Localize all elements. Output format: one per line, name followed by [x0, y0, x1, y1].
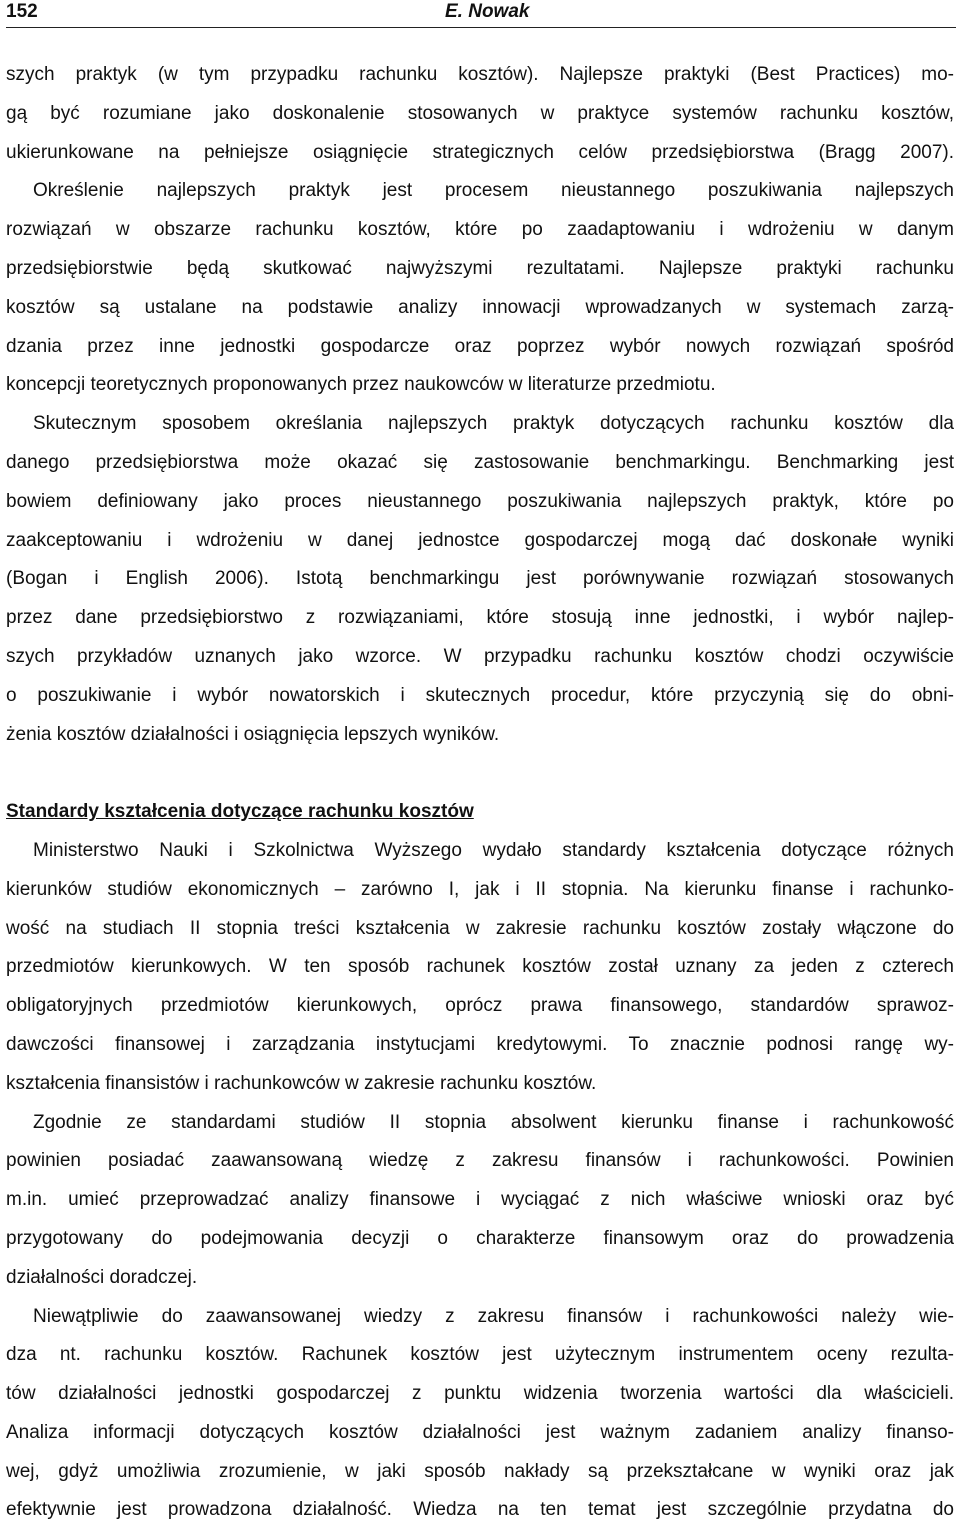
text-line: Określenie najlepszych praktyk jest procesem nieustannego poszukiwania najlepszych: [33, 180, 954, 202]
text-line: tów działalności jednostki gospodarczej z punktu widzenia tworzenia wartości dla właścicieli.: [6, 1383, 954, 1405]
text-line: o poszukiwanie i wybór nowatorskich i skutecznych procedur, które przyczynią się do obni-: [6, 684, 954, 706]
text-line: Zgodnie ze standardami studiów II stopnia absolwent kierunku finanse i rachunkowość: [33, 1111, 954, 1133]
text-line: wej, gdyż umożliwia zrozumienie, w jaki sposób nakłady są przekształcane w wyniki oraz jak: [6, 1460, 954, 1482]
text-line: m.in. umieć przeprowadzać analizy finansowe i wyciągać z nich właściwe wnioski oraz być: [6, 1189, 954, 1211]
page-body: [6, 56, 954, 1530]
text-line: przedmiotów kierunkowych. W ten sposób rachunek kosztów został uznany za jeden z czterech: [6, 956, 954, 978]
text-line: bowiem definiowany jako proces nieustannego poszukiwania najlepszych praktyk, które po: [6, 490, 954, 512]
section-heading-text: Standardy kształcenia dotyczące rachunku kosztów: [6, 801, 474, 823]
text-line: Analiza informacji dotyczących kosztów działalności jest ważnym zadaniem analizy finanso-: [6, 1421, 954, 1443]
text-line: szych przykładów uznanych jako wzorce. W przypadku rachunku kosztów chodzi oczywiście: [6, 645, 954, 667]
text-line: obligatoryjnych przedmiotów kierunkowych, oprócz prawa finansowego, standardów sprawoz-: [6, 995, 954, 1017]
page-header: [6, 0, 956, 30]
text-line: efektywnie jest prowadzona działalność. Wiedza na ten temat jest szczególnie przydatna do: [6, 1499, 954, 1521]
text-line: szych praktyk (w tym przypadku rachunku kosztów). Najlepsze praktyki (Best Practices) mo-: [6, 64, 954, 85]
text-line: przez dane przedsiębiorstwo z rozwiązaniami, które stosują inne jednostki, i wybór najlep-: [6, 607, 954, 629]
text-line: danego przedsiębiorstwa może okazać się zastosowanie benchmarkingu. Benchmarking jest: [6, 451, 954, 473]
text-line: żenia kosztów działalności i osiągnięcia lepszych wyników.: [6, 723, 500, 745]
text-line: powinien posiadać zaawansowaną wiedzę z zakresu finansów i rachunkowości. Powinien: [6, 1150, 954, 1172]
text-line: dawczości finansowej i zarządzania instytucjami kredytowymi. To znacznie podnosi rangę wy-: [6, 1033, 954, 1055]
header-rule: [6, 27, 956, 28]
text-line: wość na studiach II stopnia treści kształcenia w zakresie rachunku kosztów zostały włączone do: [6, 917, 954, 939]
text-line: kształcenia finansistów i rachunkowców w zakresie rachunku kosztów.: [6, 1072, 597, 1094]
text-line: gą być rozumiane jako doskonalenie stosowanych w praktyce systemów rachunku kosztów,: [6, 102, 954, 124]
text-line: Ministerstwo Nauki i Szkolnictwa Wyższego wydało standardy kształcenia dotyczące różnych: [33, 839, 954, 861]
text-line: ukierunkowane na pełniejsze osiągnięcie strategicznych celów przedsiębiorstwa (Bragg 2007).: [6, 141, 954, 163]
running-author: E. Nowak: [445, 1, 530, 22]
text-block-after: [6, 832, 954, 1530]
section-gap: [6, 754, 954, 793]
text-line: Skutecznym sposobem określania najlepszych praktyk dotyczących rachunku kosztów dla: [33, 413, 954, 435]
text-line: rozwiązań w obszarze rachunku kosztów, które po zaadaptowaniu i wdrożeniu w danym: [6, 219, 954, 241]
text-line: dza nt. rachunku kosztów. Rachunek kosztów jest użytecznym instrumentem oceny rezulta-: [6, 1344, 954, 1366]
text-line: kierunków studiów ekonomicznych – zarówno I, jak i II stopnia. Na kierunku finanse i rachunko-: [6, 878, 954, 900]
page-number: 152: [6, 1, 38, 22]
text-line: przedsiębiorstwie będą skutkować najwyższymi rezultatami. Najlepsze praktyki rachunku: [6, 257, 954, 279]
text-line: działalności doradczej.: [6, 1266, 198, 1288]
text-line: przygotowany do podejmowania decyzji o charakterze finansowym oraz do prowadzenia: [6, 1227, 954, 1249]
text-line: (Bogan i English 2006). Istotą benchmarkingu jest porównywanie rozwiązań stosowanych: [6, 568, 954, 590]
text-block-before: [6, 56, 954, 754]
section-heading: [6, 793, 954, 832]
text-line: Niewątpliwie do zaawansowanej wiedzy z zakresu finansów i rachunkowości należy wie-: [33, 1305, 954, 1327]
text-line: dzania przez inne jednostki gospodarcze oraz poprzez wybór nowych rozwiązań spośród: [6, 335, 954, 357]
text-line: zaakceptowaniu i wdrożeniu w danej jednostce gospodarczej mogą dać doskonałe wyniki: [6, 529, 954, 551]
text-line: kosztów są ustalane na podstawie analizy innowacji wprowadzanych w systemach zarzą-: [6, 296, 954, 318]
text-line: koncepcji teoretycznych proponowanych przez naukowców w literaturze przedmiotu.: [6, 374, 716, 396]
